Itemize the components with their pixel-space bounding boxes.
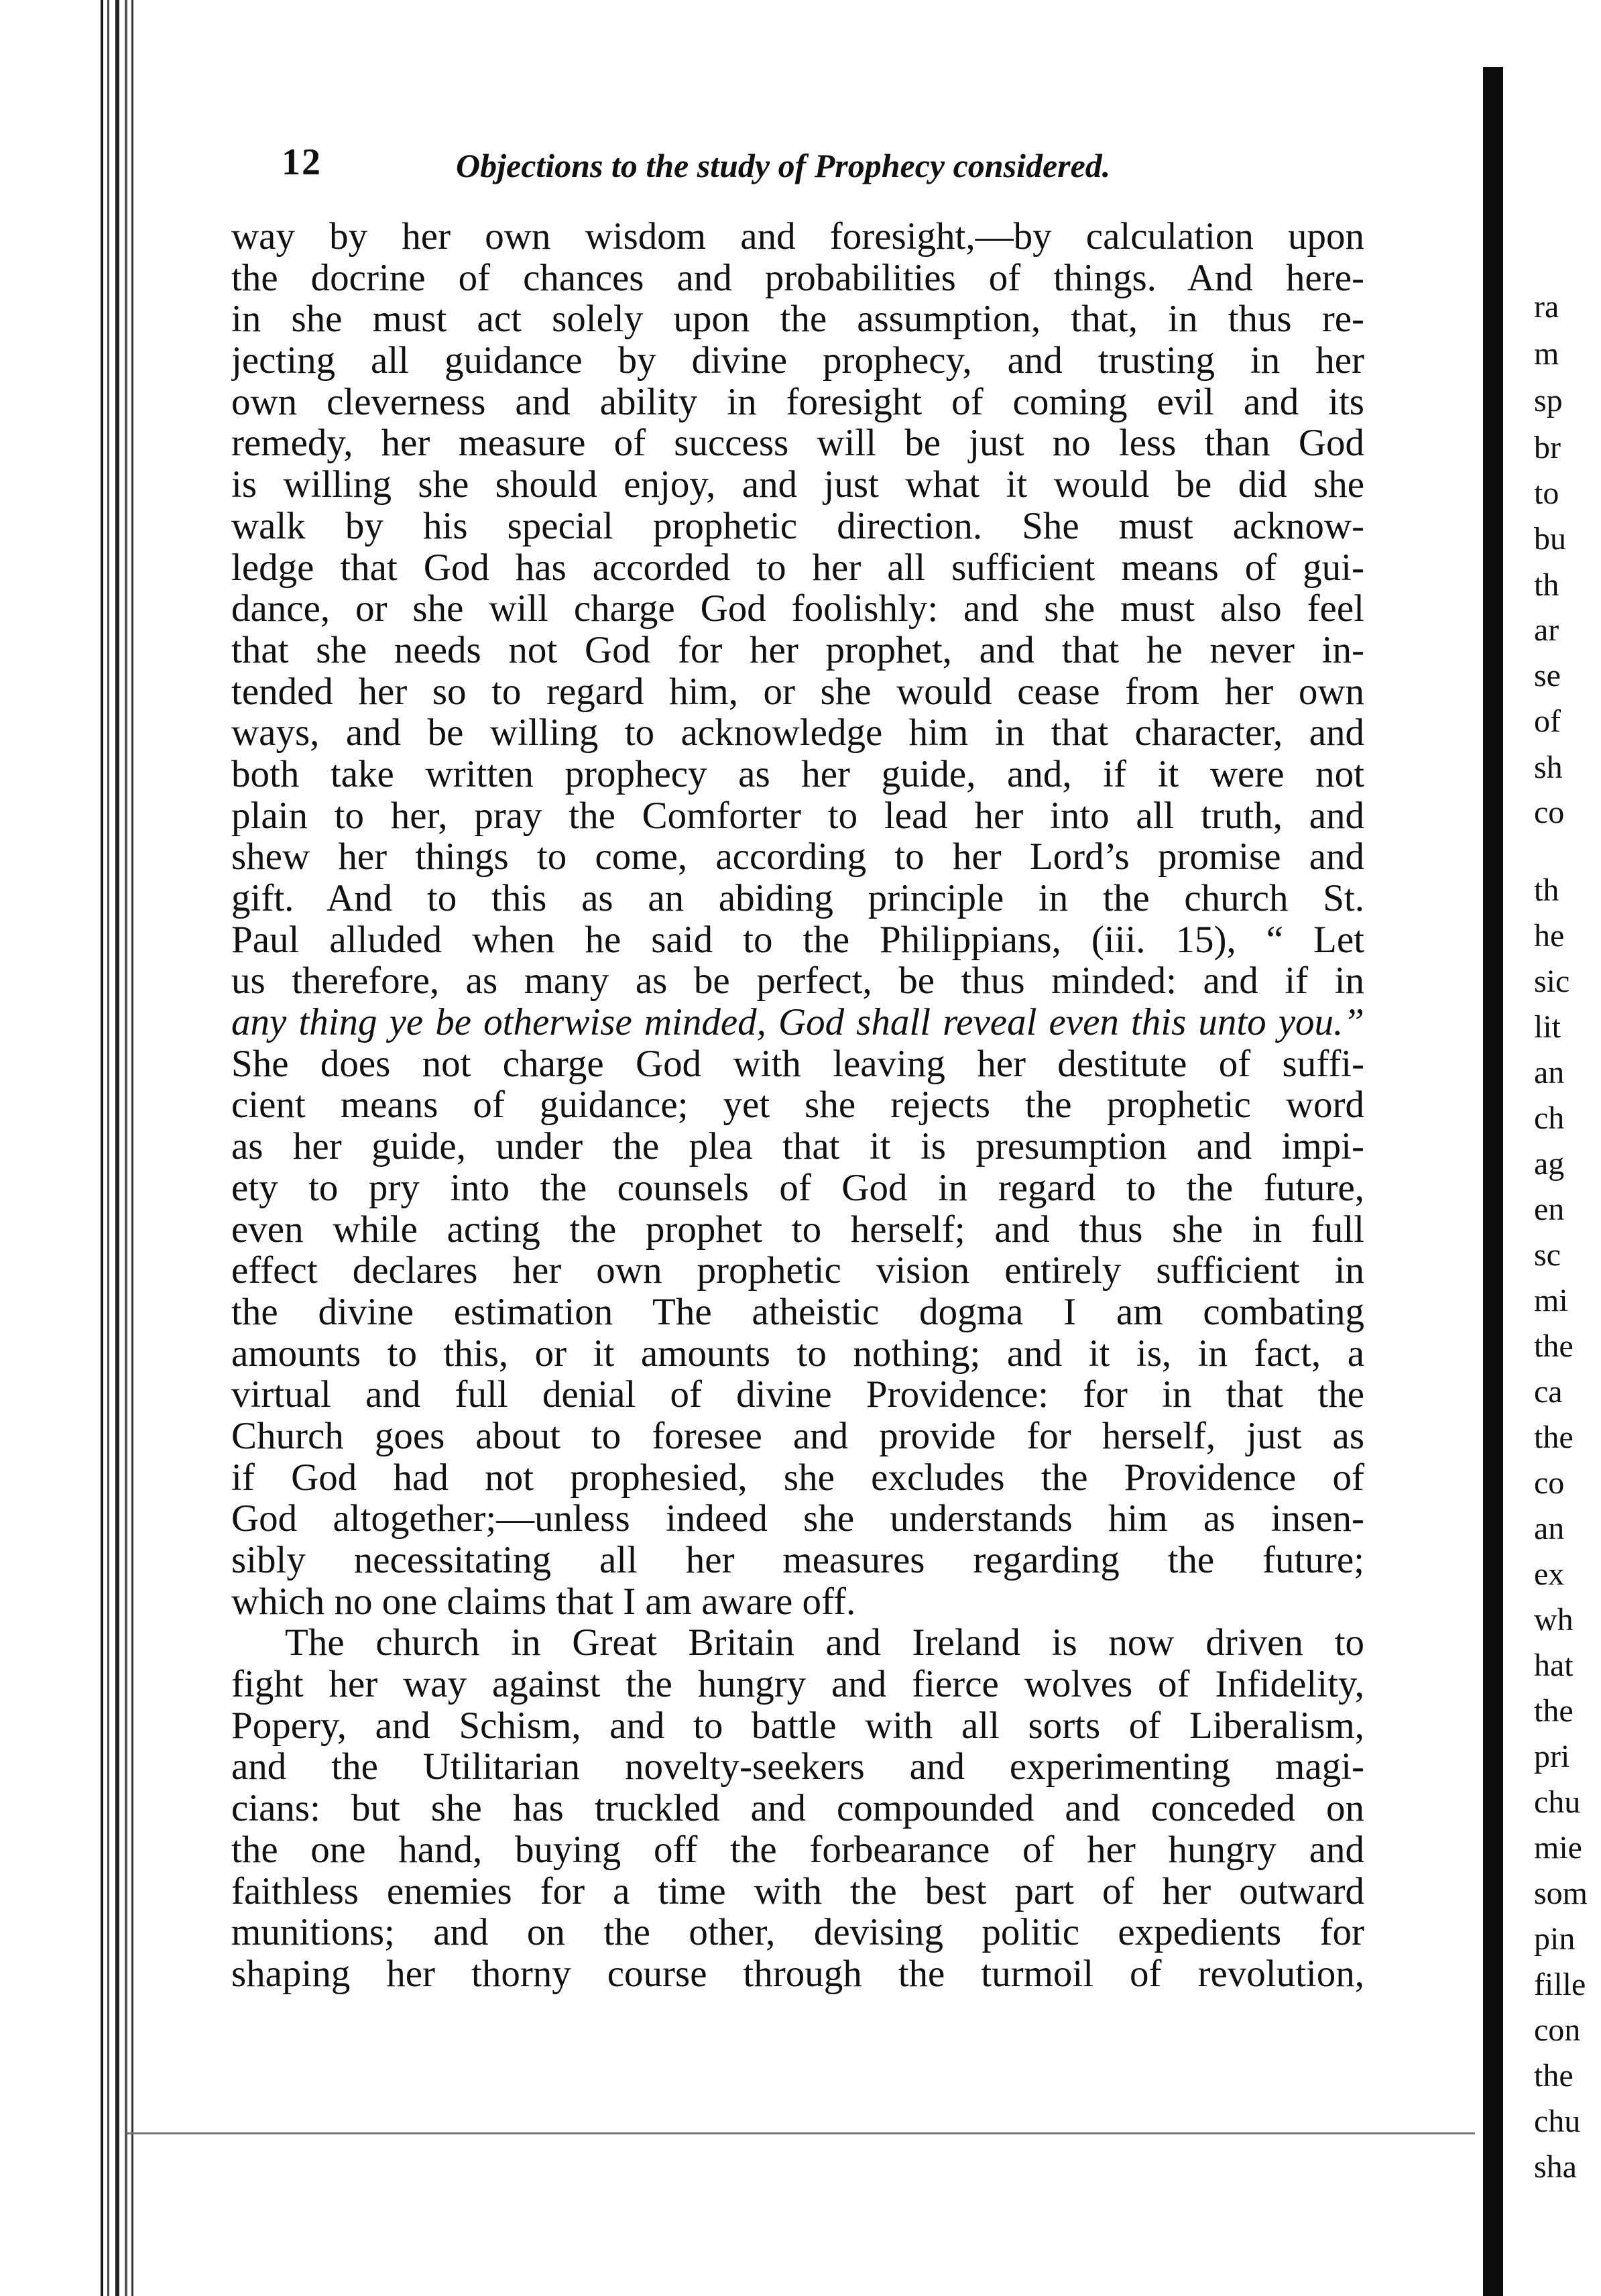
text-line: if God had not prophesied, she excludes the Providence of [231, 1456, 1364, 1499]
text-line: Paul alluded when he said to the Philippians, (iii. 15), “ Let [231, 919, 1364, 961]
facing-page-text: ag [1534, 1146, 1565, 1182]
text-line: ety to pry into the counsels of God in regard to the future, [231, 1167, 1364, 1209]
facing-page-text: ar [1534, 612, 1559, 648]
text-line: sibly necessitating all her measures regarding the future; [231, 1540, 1364, 1581]
text-line: the docrine of chances and probabilities of things. And here- [231, 257, 1364, 299]
facing-page-text: the [1534, 1420, 1574, 1455]
facing-page-text: bu [1534, 521, 1566, 557]
facing-page-text: ca [1534, 1374, 1563, 1410]
facing-page-text: lit [1534, 1009, 1561, 1045]
facing-page-fragment [1529, 0, 1601, 2296]
book-spine-shadow [131, 0, 133, 2296]
text-line: Church goes about to foresee and provide for herself, just as [231, 1415, 1364, 1457]
facing-page-text: som [1534, 1876, 1588, 1911]
text-line: is willing she should enjoy, and just what it would be did she [231, 464, 1364, 506]
text-line: and the Utilitarian novelty-seekers and experimenting magi- [231, 1746, 1364, 1788]
page-number: 12 [282, 141, 322, 183]
facing-page-text: sha [1534, 2149, 1577, 2185]
text-line: munitions; and on the other, devising politic expedients for [231, 1912, 1364, 1953]
facing-page-text: sh [1534, 750, 1563, 785]
text-line: effect declares her own prophetic vision entirely sufficient in [231, 1250, 1364, 1292]
book-spine-shadow [101, 0, 103, 2296]
facing-page-text: co [1534, 1465, 1565, 1501]
body-text [231, 216, 1364, 1995]
text-line: the one hand, buying off the forbearance of her hungry and [231, 1829, 1364, 1871]
text-line: even while acting the prophet to herself; and thus she in full [231, 1208, 1364, 1251]
page-gutter-separator [1483, 67, 1503, 2296]
text-line: way by her own wisdom and foresight,—by calculation upon [231, 216, 1364, 257]
text-line: us therefore, as many as be perfect, be thus minded: and if in [231, 960, 1364, 1002]
text-line: walk by his special prophetic direction. She must acknow- [231, 505, 1364, 547]
facing-page-text: ch [1534, 1100, 1565, 1136]
book-spine-shadow [107, 0, 109, 2296]
facing-page-text: sc [1534, 1237, 1561, 1273]
text-line: God altogether;—unless indeed she understands him as insen- [231, 1498, 1364, 1540]
text-line: which no one claims that I am aware off. [231, 1581, 856, 1623]
facing-page-text: the [1534, 2058, 1574, 2093]
text-line: in she must act solely upon the assumption, that, in thus re- [231, 298, 1364, 341]
facing-page-text: th [1534, 567, 1559, 603]
facing-page-text: of [1534, 703, 1561, 739]
text-line: as her guide, under the plea that it is presumption and impi- [231, 1126, 1364, 1167]
facing-page-text: pri [1534, 1739, 1570, 1774]
facing-page-text: mie [1534, 1830, 1582, 1866]
text-line: that she needs not God for her prophet, and that he never in- [231, 629, 1364, 671]
facing-page-text: chu [1534, 2104, 1581, 2139]
text-line: ways, and be willing to acknowledge him in that character, and [231, 712, 1364, 754]
facing-page-text: an [1534, 1055, 1565, 1090]
text-line: amounts to this, or it amounts to nothing; and it is, in fact, a [231, 1332, 1364, 1375]
facing-page-text: ra [1534, 289, 1559, 325]
facing-page-text: co [1534, 795, 1565, 830]
facing-page-text: the [1534, 1328, 1574, 1364]
facing-page-text: fille [1534, 1967, 1586, 2002]
text-line: jecting all guidance by divine prophecy, and trusting in her [231, 340, 1364, 382]
facing-page-text: chu [1534, 1784, 1581, 1820]
facing-page-text: wh [1534, 1602, 1574, 1638]
facing-page-text: con [1534, 2012, 1581, 2048]
facing-page-text: ex [1534, 1556, 1565, 1592]
running-title: Objections to the study of Prophecy considered. [456, 147, 1111, 184]
facing-page-text: the [1534, 1693, 1574, 1729]
page-edge [127, 2132, 1475, 2134]
facing-page-text: en [1534, 1192, 1565, 1227]
book-spine-shadow [125, 0, 127, 2296]
text-line: faithless enemies for a time with the best part of her outward [231, 1870, 1364, 1912]
facing-page-text: br [1534, 430, 1561, 465]
text-line: shew her things to come, according to her Lord’s promise and [231, 836, 1364, 878]
text-line: both take written prophecy as her guide, and, if it were not [231, 753, 1364, 795]
text-line: remedy, her measure of success will be just no less than God [231, 422, 1364, 465]
text-line: dance, or she will charge God foolishly: and she must also feel [231, 588, 1364, 630]
text-line: plain to her, pray the Comforter to lead her into all truth, and [231, 795, 1364, 837]
text-line: ledge that God has accorded to her all sufficient means of gui- [231, 547, 1364, 589]
running-head [282, 141, 1260, 201]
facing-page-text: hat [1534, 1648, 1574, 1683]
facing-page-text: an [1534, 1511, 1565, 1546]
text-line: virtual and full denial of divine Providence: for in that the [231, 1374, 1364, 1416]
text-line: tended her so to regard him, or she would cease from her own [231, 671, 1364, 713]
facing-page-text: he [1534, 918, 1565, 954]
text-line: gift. And to this as an abiding principle in the church St. [231, 878, 1364, 919]
text-line: any thing ye be otherwise minded, God shall reveal even this unto you.” [231, 1002, 1364, 1043]
facing-page-text: sp [1534, 383, 1563, 418]
facing-page-text: pin [1534, 1921, 1576, 1957]
book-spine-shadow [115, 0, 119, 2296]
facing-page-text: sic [1534, 964, 1570, 999]
text-line: cient means of guidance; yet she rejects the prophetic word [231, 1084, 1364, 1127]
facing-page-text: m [1534, 336, 1559, 371]
text-line: the divine estimation The atheistic dogma I am combating [231, 1291, 1364, 1333]
text-line: fight her way against the hungry and fierce wolves of Infidelity, [231, 1664, 1364, 1705]
facing-page-text: mi [1534, 1283, 1568, 1318]
facing-page-text: to [1534, 475, 1559, 511]
text-line: She does not charge God with leaving her destitute of suffi- [231, 1043, 1364, 1085]
text-line: cians: but she has truckled and compounded and conceded on [231, 1788, 1364, 1829]
facing-page-text: th [1534, 872, 1559, 908]
text-line: Popery, and Schism, and to battle with all sorts of Liberalism, [231, 1705, 1364, 1747]
text-line: own cleverness and ability in foresight of coming evil and its [231, 381, 1364, 423]
text-line: The church in Great Britain and Ireland is now driven to [285, 1622, 1364, 1664]
facing-page-text: se [1534, 658, 1561, 693]
text-line: shaping her thorny course through the turmoil of revolution, [231, 1953, 1364, 1995]
